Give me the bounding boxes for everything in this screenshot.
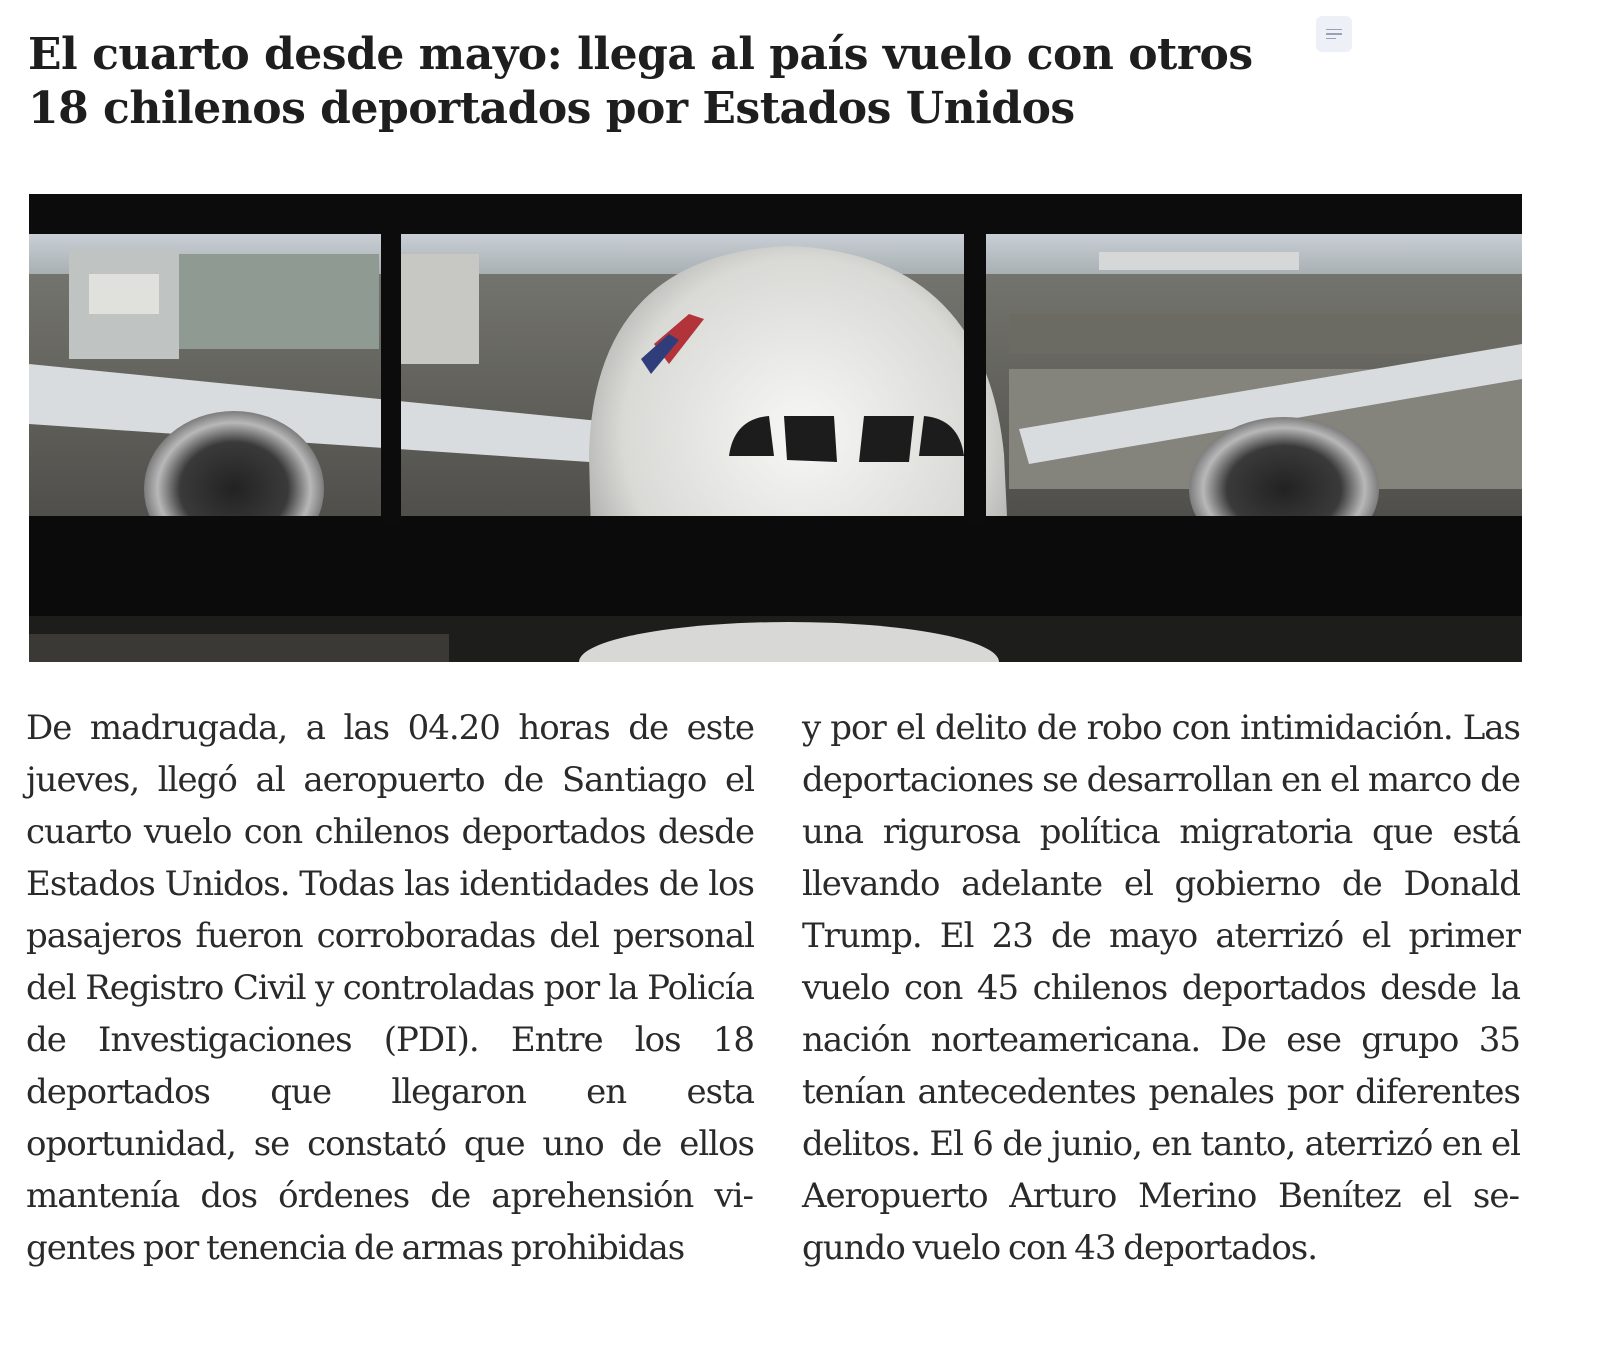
menu-lines-icon xyxy=(1326,29,1342,31)
article-body-right-column: y por el delito de robo con intimidación. Las deportaciones se desarrollan en el marco de una rigurosa política migratoria que está llevando adelante el gobierno de Donald Trump. El 23 de mayo aterrizó el primer vuelo con 45 chilenos deportados desde la nación norteamericana. De ese grupo 35 tenían antecedentes penales por diferentes delitos. El 6 de junio, en tanto, aterrizó en el Aeropuerto Arturo Merino Benítez el segundo vuelo con 43 deportados. xyxy=(802,708,1520,1268)
article-photo xyxy=(29,194,1522,662)
menu-lines-icon xyxy=(1326,33,1342,35)
article-headline: El cuarto desde mayo: llega al país vuelo con otros 18 chilenos deportados por Estados Unidos xyxy=(28,29,1253,134)
menu-lines-icon xyxy=(1326,38,1336,40)
article-body-left-column: De madrugada, a las 04.20 horas de este jueves, llegó al aeropuerto de Santiago el cuarto vuelo con chilenos deportados desde Estados Unidos. Todas las identidades de los pasajeros fueron corroboradas del personal del Registro Civil y controladas por la Policía de Investigaciones (PDI). Entre los 18 deportados que llegaron en esta oportunidad, se constató que uno de ellos mantenía dos órdenes de aprehensión vigentes por tenencia de armas prohibidas xyxy=(26,708,754,1268)
menu-button[interactable] xyxy=(1316,16,1352,52)
